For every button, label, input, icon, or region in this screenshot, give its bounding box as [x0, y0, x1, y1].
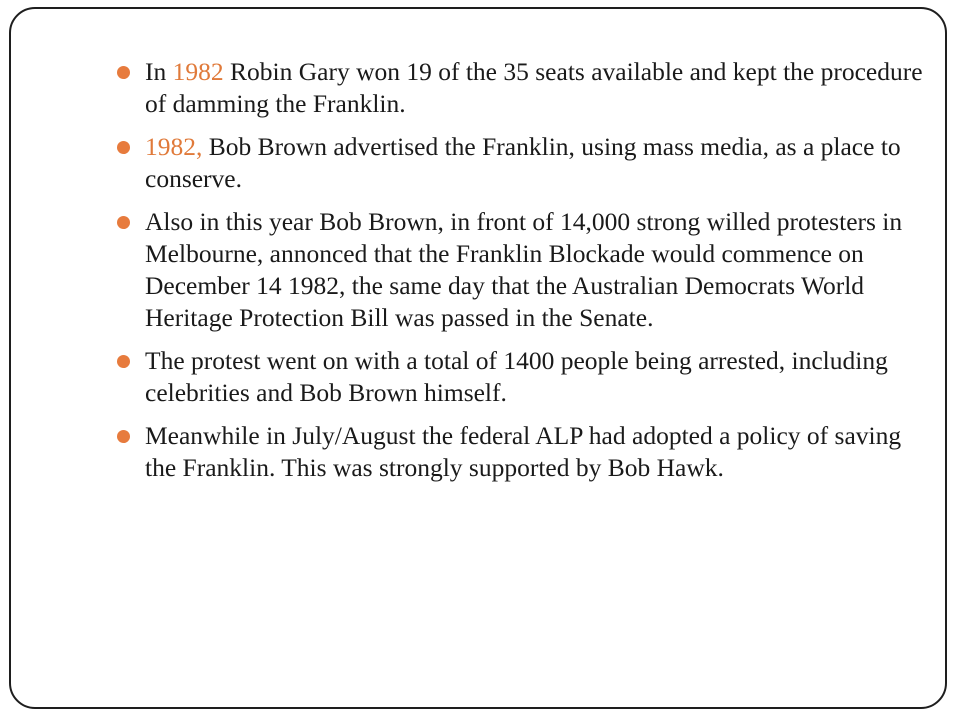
bullet-dot-icon — [117, 141, 130, 154]
bullet-item-alp-policy — [115, 420, 925, 484]
bullet-dot-icon — [117, 430, 130, 443]
bullet-text: Also in this year Bob Brown, in front of 14,000 strong willed protesters in Melbourne, annonced that the Franklin Blockade would commence on December 14 1982, the same day that the Australian Democrats World Heritage Protection Bill was passed in the Senate. — [145, 207, 903, 332]
bullet-year-highlight: 1982 — [172, 57, 224, 86]
bullet-dot-icon — [117, 355, 130, 368]
bullet-text: The protest went on with a total of 1400 people being arrested, including celebrities and Bob Brown himself. — [145, 346, 888, 407]
bullet-item-blockade-announcement — [115, 206, 925, 334]
bullet-list — [115, 56, 925, 495]
bullet-text: Bob Brown advertised the Franklin, using mass media, as a place to conserve. — [145, 132, 901, 193]
bullet-text: Robin Gary won 19 of the 35 seats available and kept the procedure of damming the Franklin. — [145, 57, 923, 118]
bullet-dot-icon — [117, 66, 130, 79]
bullet-year-highlight: 1982, — [145, 132, 203, 161]
bullet-text: Meanwhile in July/August the federal ALP had adopted a policy of saving the Franklin. This was strongly supported by Bob Hawk. — [145, 421, 902, 482]
bullet-dot-icon — [117, 216, 130, 229]
bullet-item-bob-brown-media — [115, 131, 925, 195]
bullet-prefix: In — [145, 57, 173, 86]
bullet-item-protest-arrests — [115, 345, 925, 409]
slide-frame — [9, 7, 947, 709]
bullet-item-1982-election — [115, 56, 925, 120]
